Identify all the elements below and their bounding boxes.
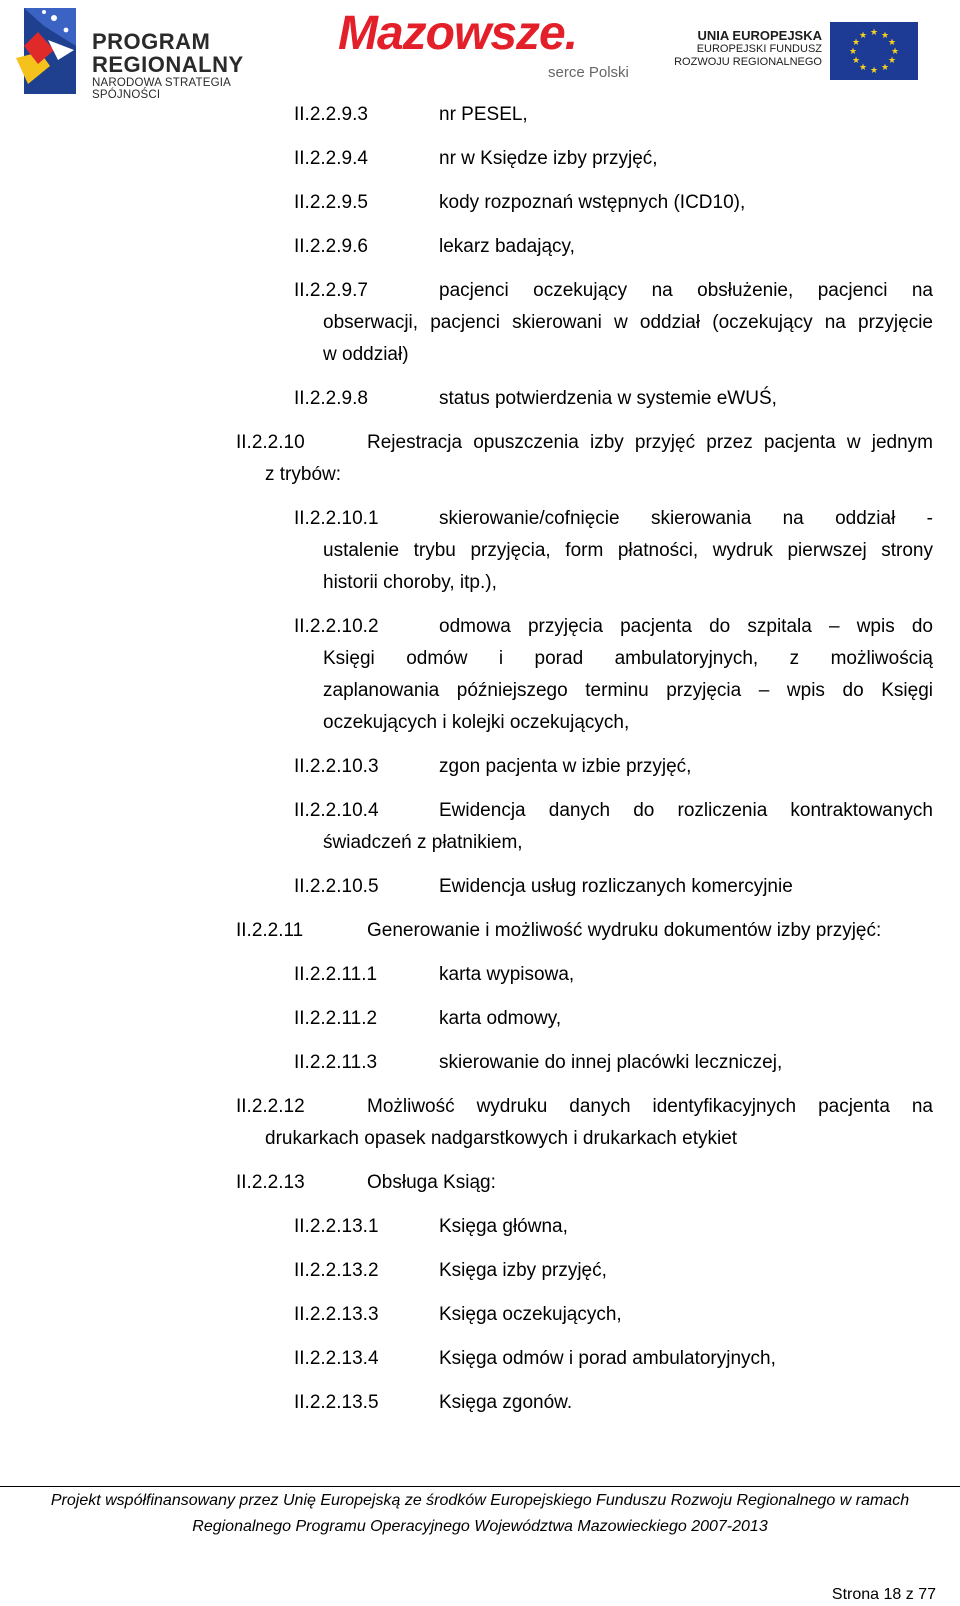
item-text: Księga zgonów. [439,1392,573,1413]
item-text: status potwierdzenia w systemie eWUŚ, [439,388,777,409]
footer-line-1: Projekt współfinansowany przez Unię Europejską ze środków Europejskiego Funduszu Rozwoju Regionalnego w ramach [50,1492,910,1509]
eu-logo-line3: ROZWOJU REGIONALNEGO [674,56,822,68]
item-number: II.2.2.10.2 [294,616,379,637]
item-text: nr PESEL, [439,104,528,125]
page-number: Strona 18 z 77 [831,1586,936,1603]
section-text: Rejestracja opuszczenia izby przyjęć przez pacjenta w jednym [367,432,933,453]
item-text: pacjenci oczekujący na obsłużenie, pacjenci na [439,280,933,301]
eu-logo-line2: EUROPEJSKI FUNDUSZ [696,43,822,55]
item-number: II.2.2.9.5 [294,192,368,213]
item-number: II.2.2.13.4 [294,1348,379,1369]
item-text-continuation: historii choroby, itp.), [323,572,497,593]
item-number: II.2.2.13.2 [294,1260,379,1281]
item-text: odmowa przyjęcia pacjenta do szpitala – wpis do [439,616,933,637]
svg-text:★: ★ [851,38,861,48]
item-text-continuation: Księgi odmów i porad ambulatoryjnych, z możliwością [323,648,933,669]
section-text-continuation: z trybów: [265,464,342,485]
eu-logo-text [674,28,822,69]
svg-text:★: ★ [858,31,868,41]
item-text: nr w Księdze izby przyjęć, [439,148,658,169]
eu-fund-logo [670,18,926,82]
program-regionalny-emblem-icon [14,6,84,96]
item-text: skierowanie do innej placówki leczniczej, [439,1052,783,1073]
item-number: II.2.2.9.6 [294,236,368,257]
mazowsze-wordmark: Mazowsze. [338,7,578,60]
item-number: II.2.2.11.1 [294,964,378,985]
item-number: II.2.2.13.5 [294,1392,379,1413]
item-text: karta odmowy, [439,1008,562,1029]
section-text: Generowanie i możliwość wydruku dokumentów izby przyjęć: [367,920,882,941]
item-text: lekarz badający, [439,236,575,257]
item-text: Ewidencja usług rozliczanych komercyjnie [439,876,793,897]
item-text-continuation: ustalenie trybu przyjęcia, form płatności, wydruk pierwszej strony [323,540,933,561]
svg-text:★: ★ [869,66,879,76]
item-number: II.2.2.9.4 [294,148,368,169]
item-text-continuation: oczekujących i kolejki oczekujących, [323,712,630,733]
item-text: Księga izby przyjęć, [439,1260,607,1281]
item-number: II.2.2.10.5 [294,876,379,897]
item-text: Księga główna, [439,1216,568,1237]
svg-text:★: ★ [887,38,897,48]
svg-text:★: ★ [880,31,890,41]
item-text: Księga oczekujących, [439,1304,622,1325]
logo-text-regionalny: REGIONALNY [92,52,244,77]
logo-text-program: PROGRAM [92,29,211,54]
item-number: II.2.2.10.4 [294,800,379,821]
item-number: II.2.2.9.8 [294,388,368,409]
svg-text:★: ★ [890,47,900,57]
item-text: Księga odmów i porad ambulatoryjnych, [439,1348,776,1369]
page-header [0,0,960,100]
item-text-continuation: świadczeń z płatnikiem, [323,832,523,853]
svg-text:★: ★ [880,63,890,73]
svg-text:★: ★ [851,56,861,66]
svg-text:★: ★ [848,47,858,57]
section-number: II.2.2.12 [236,1096,305,1117]
svg-text:★: ★ [887,56,897,66]
item-text: skierowanie/cofnięcie skierowania na oddział - [439,508,933,529]
item-number: II.2.2.13.3 [294,1304,379,1325]
footer-line-2: Regionalnego Programu Operacyjnego Województwa Mazowieckiego 2007-2013 [192,1518,768,1535]
item-text-continuation: obserwacji, pacjenci skierowani w oddział (oczekujący na przyjęcie [323,312,933,333]
item-text-continuation: zaplanowania późniejszego terminu przyjęcia – wpis do Księgi [323,680,933,701]
mazowsze-logo [338,7,638,92]
item-text-continuation: w oddział) [323,344,409,365]
svg-text:★: ★ [858,63,868,73]
svg-text:★: ★ [869,28,879,38]
item-number: II.2.2.9.7 [294,280,368,301]
item-number: II.2.2.11.3 [294,1052,378,1073]
eu-logo-line1: UNIA EUROPEJSKA [697,28,822,43]
item-text: kody rozpoznań wstępnych (ICD10), [439,192,746,213]
logo-text-strategia: NARODOWA STRATEGIA SPÓJNOŚCI [92,77,231,101]
item-number: II.2.2.13.1 [294,1216,379,1237]
item-number: II.2.2.10.1 [294,508,379,529]
section-number: II.2.2.10 [236,432,305,453]
eu-flag-icon [830,22,918,80]
section-text-continuation: drukarkach opasek nadgarstkowych i drukarkach etykiet [265,1128,738,1149]
item-text: Ewidencja danych do rozliczenia kontraktowanych [439,800,933,821]
footer-divider [0,1486,960,1487]
section-number: II.2.2.13 [236,1172,305,1193]
item-number: II.2.2.9.3 [294,104,368,125]
item-number: II.2.2.11.2 [294,1008,378,1029]
item-text: zgon pacjenta w izbie przyjęć, [439,756,692,777]
item-number: II.2.2.10.3 [294,756,379,777]
program-regionalny-logo [14,6,299,101]
item-text: karta wypisowa, [439,964,575,985]
section-text: Możliwość wydruku danych identyfikacyjnych pacjenta na [367,1096,933,1117]
mazowsze-subtitle: serce Polski [548,64,629,81]
section-text: Obsługa Ksiąg: [367,1172,496,1193]
section-number: II.2.2.11 [236,920,304,941]
